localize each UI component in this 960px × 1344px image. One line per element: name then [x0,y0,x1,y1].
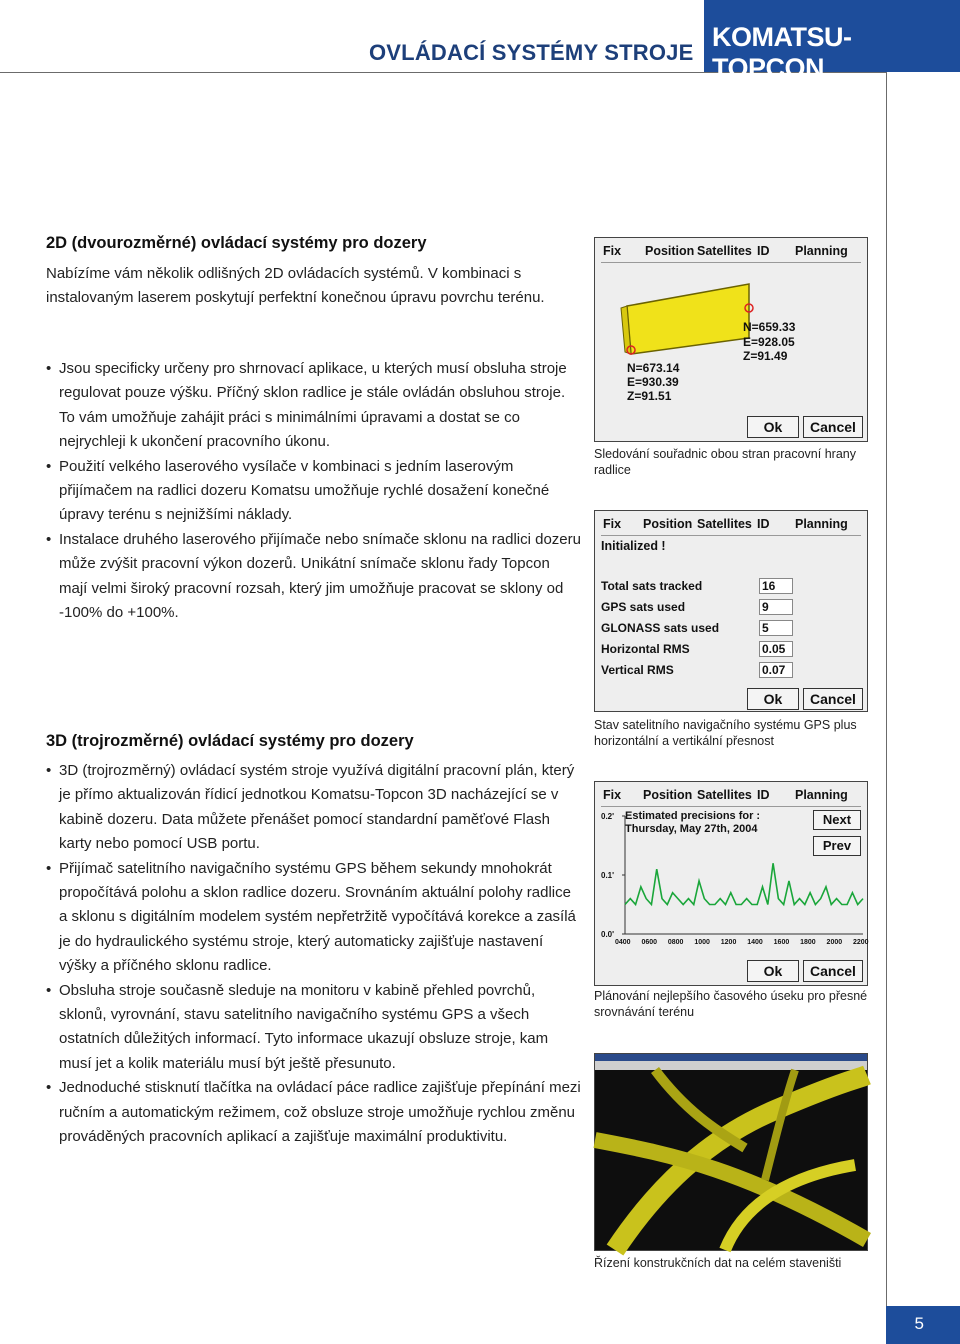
brand-banner [704,0,960,83]
list-item: • Přijímač satelitního navigačního systému GPS během sekundy mnohokrát propočítává polohu a sklon radlice dozeru. Srovnáním aktuální polohy radlice a sklonu s digitálním modelem systém nepřetržitě vypočítává korekce a zasílá je do hydraulického systému stroje, který automaticky zajišťuje nastavení výšky a příčného sklonu radlice. [46,857,582,979]
y-tick-label: 0.2' [601,812,615,821]
next-button[interactable]: Next [813,810,861,830]
caption-screen3: Plánování nejlepšího časového úseku pro přesné srovnávání terénu [594,989,868,1019]
screen-site-map [594,1053,868,1251]
list-item: • Použití velkého laserového vysílače v kombinaci s jedním laserovým přijímačem na radlici dozeru Komatsu umožňuje rychlé dosažení konečné úpravy terénu s nejnižšími náklady. [46,455,582,528]
heading-3d: 3D (trojrozměrné) ovládací systémy pro dozery [46,732,414,750]
row-label: GLONASS sats used [601,621,720,635]
left-n: N=673.14 [627,361,680,375]
cancel-button[interactable]: Cancel [803,688,863,710]
caption-screen2: Stav satelitního navigačního systému GPS plus horizontální a vertikální přesnost [594,718,857,748]
row-label: Vertical RMS [601,663,674,677]
caption-screen4: Řízení konstrukčních dat na celém staveništi [594,1256,842,1270]
page-number-box [886,1306,960,1344]
menu-planning: Planning [795,244,848,258]
status-text: Initialized ! [601,539,666,553]
menu-id: ID [757,517,770,531]
blade-shape [627,284,749,354]
screen-blade-coordinates [594,237,868,442]
y-tick-label: 0.1' [601,871,615,880]
x-tick-label: 2000 [826,939,843,946]
ok-button[interactable]: Ok [747,688,799,710]
column-rule [886,72,887,1306]
menu-position: Position [645,244,695,258]
list-item: • Obsluha stroje současně sleduje na monitoru v kabině přehled povrchů, sklonů, vyrovnání, stavu satelitního navigačního systému GPS a všech ostatních důležitých informací. Tyto informace ukazují obsluze stroje, kam musí jet a kolik materiálu musí být ještě přesunuto. [46,979,582,1077]
road-map-graphic [595,1070,867,1250]
section-title: OVLÁDACÍ SYSTÉMY STROJE [369,40,694,65]
row-label: GPS sats used [601,600,686,614]
x-tick-label: 2200 [853,939,869,946]
menu-fix: Fix [603,788,622,802]
menu-planning: Planning [795,517,848,531]
row-value: 0.07 [759,662,793,678]
chart-title-1: Estimated precisions for : [625,810,761,822]
heading-2d: 2D (dvourozměrné) ovládací systémy pro dozery [46,234,427,252]
blade-graphic [613,278,763,358]
screen-gps-status [594,510,868,712]
x-tick-label: 1800 [800,939,816,946]
x-tick-label: 1400 [747,939,763,946]
bullets-2d [46,357,582,625]
row-value: 16 [759,578,793,594]
caption-screen1: Sledování souřadnic obou stran pracovní hrany radlice [594,447,856,477]
row-value: 0.05 [759,641,793,657]
row-value: 5 [759,620,793,636]
menu-position: Position [643,517,693,531]
screen-precision-plan [594,781,868,986]
list-item: • Jednoduché stisknutí tlačítka na ovládací páce radlice zajišťuje přepínání mezi ručním a automatickým režimem, což obsluze stroje umožňuje rychlou změnu prováděných pracovních aplikací a zajišťuje maximální produktivitu. [46,1076,582,1149]
menu-position: Position [643,788,693,802]
menu-divider [601,535,861,536]
x-tick-label: 1600 [773,939,790,946]
x-tick-label: 0600 [641,939,658,946]
prev-button[interactable]: Prev [813,836,861,856]
menu-satellites: Satellites [697,244,752,258]
page-number: 5 [914,1314,924,1333]
list-item: • Jsou specificky určeny pro shrnovací aplikace, u kterých musí obsluha stroje regulovat pouze výšku. Příčný sklon radlice je stále ovládán obsluhou stroje. To vám umožňuje zahájit práci s minimálními úpravami a dostat se co nejrychleji k ukončení pracovního úkonu. [46,357,582,455]
chart-title-2: Thursday, May 27th, 2004 [625,823,758,835]
brand-name: KOMATSU-TOPCON [712,22,852,83]
intro-2d: Nabízíme vám několik odlišných 2D ovládacích systémů. V kombinaci s instalovaným laserem poskytují perfektní konečnou úpravu povrchu terénu. [46,265,545,307]
menu-fix: Fix [603,517,622,531]
ok-button[interactable]: Ok [747,960,799,982]
precision-chart [595,782,867,985]
menu-id: ID [757,788,770,802]
right-e: E=928.05 [743,335,795,349]
menu-fix: Fix [603,244,622,258]
cancel-button[interactable]: Cancel [803,416,863,438]
left-z: Z=91.51 [627,389,672,403]
ok-button[interactable]: Ok [747,416,799,438]
list-item: • 3D (trojrozměrný) ovládací systém stroje využívá digitální pracovní plán, který je přímo aktualizován řídicí jednotkou Komatsu-Topcon 3D nacházející se v kabině dozeru. Data můžete přenášet pomocí standardní paměťové Flash karty nebo pomocí USB portu. [46,759,582,857]
cancel-button[interactable]: Cancel [803,960,863,982]
menu-satellites: Satellites [697,517,752,531]
window-titlebar [595,1054,867,1061]
x-tick-label: 1000 [694,939,710,946]
x-tick-label: 0800 [667,939,684,946]
bullets-3d [46,759,582,1150]
left-e: E=930.39 [627,375,679,389]
list-item: • Instalace druhého laserového přijímače nebo snímače sklonu na radlici dozeru může zvýšit pracovní výkon dozerů. Unikátní snímače sklonu řady Topcon mají velmi široký pracovní rozsah, který jim umožňuje pracovat se sklony od -100% do +100%. [46,528,582,626]
precision-line [625,863,863,904]
menu-id: ID [757,244,770,258]
x-tick-label: 0400 [615,939,631,946]
x-tick-label: 1200 [720,939,737,946]
menu-planning: Planning [795,788,848,802]
y-tick-label: 0.0' [601,930,615,939]
row-label: Horizontal RMS [601,642,690,656]
right-z: Z=91.49 [743,349,788,363]
menu-satellites: Satellites [697,788,752,802]
menu-divider [601,262,861,263]
right-n: N=659.33 [743,320,796,334]
row-label: Total sats tracked [601,579,703,593]
row-value: 9 [759,599,793,615]
window-toolbar [595,1061,867,1070]
